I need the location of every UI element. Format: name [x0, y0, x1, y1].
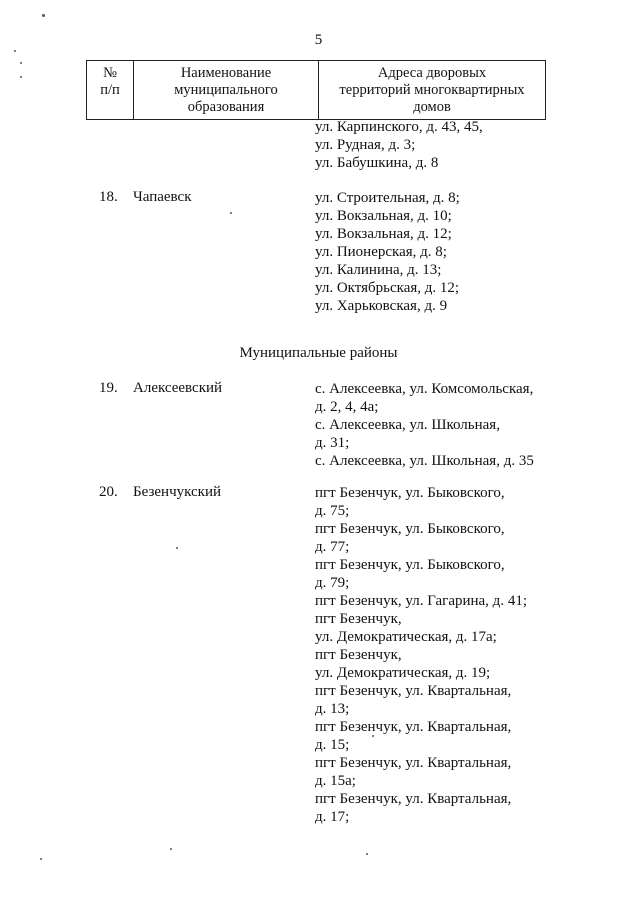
header-col-name: [134, 61, 319, 120]
header-addr-line: Адреса дворовых: [377, 65, 487, 81]
address-line: пгт Безенчук, ул. Квартальная,: [315, 791, 512, 807]
address-line: ул. Карпинского, д. 43, 45,: [315, 119, 483, 135]
address-list: [315, 380, 534, 470]
header-number-line: №: [103, 65, 117, 81]
scan-speck: [42, 14, 45, 17]
address-line: ул. Рудная, д. 3;: [315, 137, 416, 153]
address-line: ул. Октябрьская, д. 12;: [315, 280, 460, 296]
address-line: с. Алексеевка, ул. Комсомольская,: [315, 381, 534, 397]
entry-number: 18.: [99, 189, 118, 205]
address-line: пгт Безенчук, ул. Квартальная,: [315, 683, 512, 699]
address-line: с. Алексеевка, ул. Школьная, д. 35: [315, 453, 534, 469]
address-line: д. 75;: [315, 503, 350, 519]
header-col-number: [87, 61, 134, 120]
scan-speck: [176, 547, 178, 549]
municipality-name: Алексеевский: [133, 380, 223, 396]
address-line: пгт Безенчук,: [315, 647, 402, 663]
scan-speck: [20, 62, 22, 64]
address-line: ул. Демократическая, д. 17а;: [315, 629, 497, 645]
address-line: пгт Безенчук, ул. Быковского,: [315, 521, 505, 537]
section-title: Муниципальные районы: [239, 345, 398, 361]
address-line: ул. Харьковская, д. 9: [315, 298, 448, 314]
address-line: ул. Строительная, д. 8;: [315, 190, 460, 206]
scan-speck: [372, 735, 374, 737]
address-line: ул. Демократическая, д. 19;: [315, 665, 491, 681]
address-line: ул. Бабушкина, д. 8: [315, 155, 439, 171]
address-line: пгт Безенчук, ул. Быковского,: [315, 485, 505, 501]
address-list: [315, 484, 527, 826]
address-line: д. 15а;: [315, 773, 356, 789]
municipality-name: Чапаевск: [133, 189, 192, 205]
address-line: ул. Пионерская, д. 8;: [315, 244, 447, 260]
scan-speck: [366, 853, 368, 855]
address-line: пгт Безенчук, ул. Быковского,: [315, 557, 505, 573]
entry-number: 19.: [99, 380, 118, 396]
scan-speck: [230, 212, 232, 214]
address-line: д. 13;: [315, 701, 350, 717]
address-line: д. 79;: [315, 575, 350, 591]
header-addr-line: территорий многоквартирных: [339, 82, 525, 98]
address-line: ул. Вокзальная, д. 10;: [315, 208, 452, 224]
scan-speck: [20, 76, 22, 78]
address-line: пгт Безенчук,: [315, 611, 402, 627]
address-line: ул. Вокзальная, д. 12;: [315, 226, 452, 242]
municipality-name: Безенчукский: [133, 484, 222, 500]
address-line: пгт Безенчук, ул. Квартальная,: [315, 719, 512, 735]
address-line: пгт Безенчук, ул. Гагарина, д. 41;: [315, 593, 527, 609]
address-line: с. Алексеевка, ул. Школьная,: [315, 417, 500, 433]
address-line: д. 77;: [315, 539, 350, 555]
continued-address-list: [315, 118, 483, 172]
scan-speck: [40, 858, 42, 860]
address-line: ул. Калинина, д. 13;: [315, 262, 442, 278]
address-line: д. 17;: [315, 809, 350, 825]
address-line: д. 15;: [315, 737, 350, 753]
scan-speck: [170, 848, 172, 850]
scan-speck: [14, 50, 16, 52]
entry-number: 20.: [99, 484, 118, 500]
header-name-line: муниципального: [174, 82, 278, 98]
address-line: пгт Безенчук, ул. Квартальная,: [315, 755, 512, 771]
header-name-line: Наименование: [180, 65, 272, 81]
page-number: 5: [314, 32, 323, 48]
address-line: д. 2, 4, 4а;: [315, 399, 379, 415]
address-list: [315, 189, 460, 315]
address-line: д. 31;: [315, 435, 350, 451]
header-col-addresses: [319, 61, 546, 120]
header-name-line: образования: [187, 99, 265, 115]
header-addr-line: домов: [413, 99, 451, 115]
header-number-line: п/п: [100, 82, 120, 98]
table-header: [86, 60, 546, 120]
